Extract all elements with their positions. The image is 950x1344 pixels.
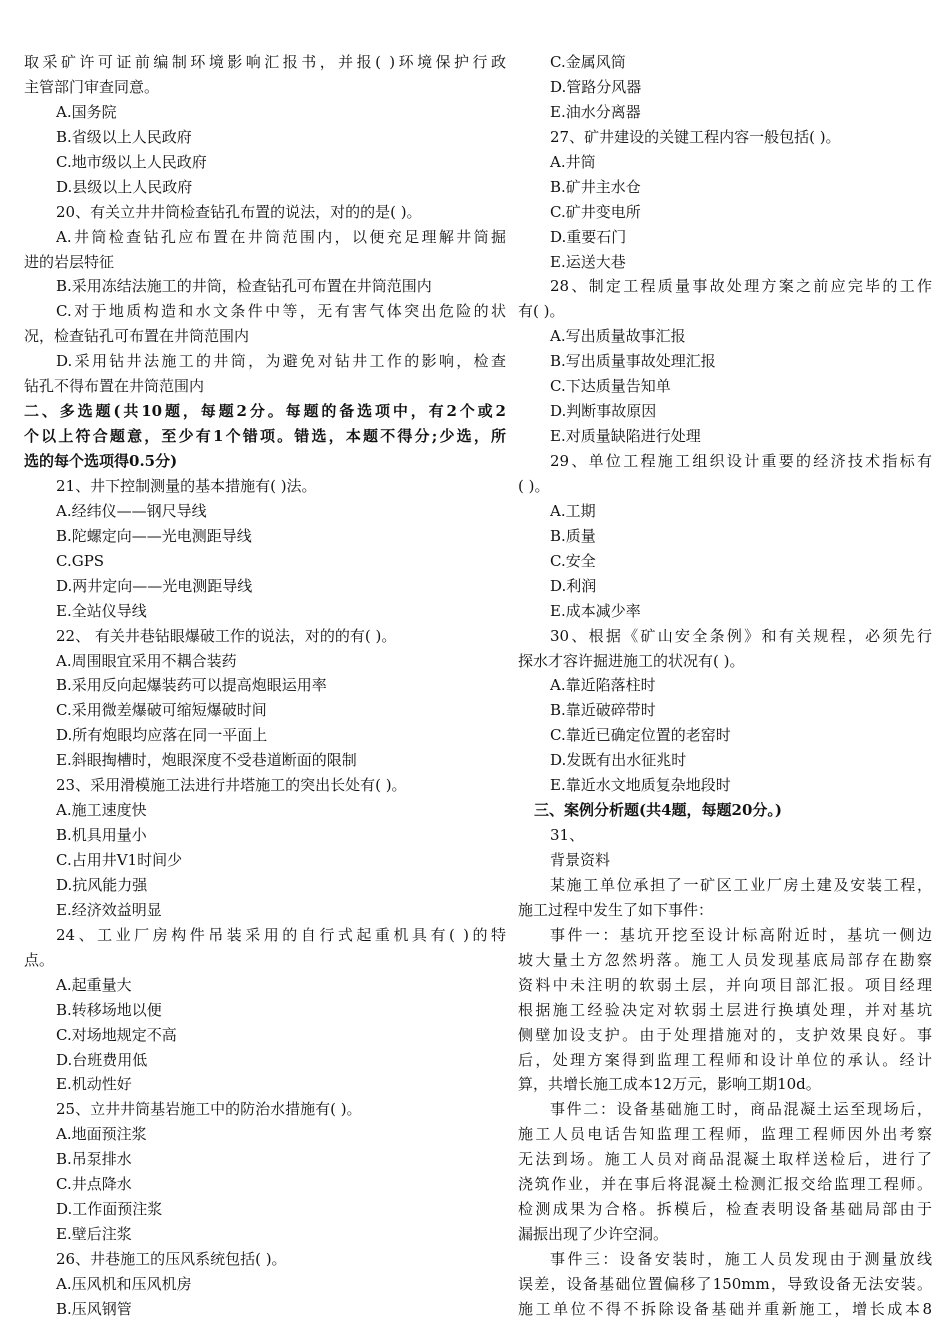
text-line: 23、采用滑模施工法进行井塔施工的突出长处有( )。 <box>56 776 407 795</box>
text-line: 资料中未注明的软弱土层，并向项目部汇报。项目经理 <box>518 975 932 994</box>
text-line: A.工期 <box>550 501 596 520</box>
text-line: 检测成果为合格。拆模后，检查表明设备基础局部由于 <box>518 1200 932 1219</box>
text-line: E.成本减少率 <box>550 601 641 620</box>
text-line: D.判断事故原因 <box>550 402 657 421</box>
text-line: D.重要石门 <box>550 227 627 246</box>
section-heading-line: 选的每个选项得0.5分) <box>24 452 178 470</box>
text-line: 背景资料 <box>550 851 611 869</box>
text-line: B.转移场地以便 <box>56 1000 162 1019</box>
text-line: C.靠近已确定位置的老窑时 <box>550 726 731 745</box>
text-line: B.陀螺定向——光电测距导线 <box>56 526 252 545</box>
text-line: B.压风钢管 <box>56 1299 132 1318</box>
text-line: 事件三：设备安装时，施工人员发现由于测量放线 <box>550 1250 932 1268</box>
text-line: B.吊泵排水 <box>56 1150 132 1169</box>
section-heading-line: 二、多选题(共10题，每题2分。每题的备选项中，有2个或2 <box>24 402 506 421</box>
text-line: D.所有炮眼均应落在同一平面上 <box>56 726 268 745</box>
text-line: E.运送大巷 <box>550 252 626 271</box>
text-line: B.矿井主水仓 <box>550 177 641 196</box>
text-line: 有( )。 <box>518 302 565 321</box>
text-line: D.两井定向——光电测距导线 <box>56 576 253 595</box>
text-line: D.管路分风器 <box>550 77 642 96</box>
text-line: C.占用井V1时间少 <box>56 851 183 869</box>
text-line: 算，共增长施工成本12万元，影响工期10d。 <box>518 1075 821 1094</box>
text-line: A.起重量大 <box>56 975 132 994</box>
text-line: 28、制定工程质量事故处理方案之前应完毕的工作 <box>550 277 932 296</box>
text-line: E.对质量缺陷进行处理 <box>550 427 701 446</box>
text-line: C.井点降水 <box>56 1175 132 1194</box>
text-line: A.压风机和压风机房 <box>56 1274 192 1293</box>
text-line: 主管部门审查同意。 <box>24 77 160 96</box>
text-line: 根据施工经验决定对软弱土层进行换填处理，并对基坑 <box>518 1000 932 1019</box>
text-line: B.质量 <box>550 526 596 545</box>
text-line: A.施工速度快 <box>56 801 147 820</box>
text-line: B.省级以上人民政府 <box>56 127 192 146</box>
text-line: A.井筒检查钻孔应布置在井筒范围内，以便充足理解井筒掘 <box>56 227 506 246</box>
text-line: A.写出质量故事汇报 <box>550 327 686 346</box>
text-line: C.安全 <box>550 551 596 570</box>
text-line: B.机具用量小 <box>56 826 147 845</box>
text-line: 21、井下控制测量的基本措施有( )法。 <box>56 476 317 495</box>
section-heading-line: 个以上符合题意，至少有1个错项。错选，本题不得分;少选，所 <box>24 427 506 446</box>
text-line: C.GPS <box>56 551 105 570</box>
text-line: D.县级以上人民政府 <box>56 177 193 196</box>
text-line: C.矿井变电所 <box>550 202 641 221</box>
text-line: 24、工业厂房构件吊装采用的自行式起重机具有( )的特 <box>56 925 506 944</box>
text-line: A.地面预注浆 <box>56 1125 147 1144</box>
text-line: 施工人员电话告知监理工程师，监理工程师因外出考察 <box>518 1125 932 1144</box>
text-line: C.下达质量告知单 <box>550 377 671 396</box>
text-line: D.工作面预注浆 <box>56 1200 163 1219</box>
text-line: 20、有关立井井筒检查钻孔布置的说法，对的的是( )。 <box>56 202 422 221</box>
section-heading-line: 三、案例分析题(共4题，每题20分。) <box>534 801 783 820</box>
text-line: C.对于地质构造和水文条件中等，无有害气体突出危险的状 <box>56 302 506 321</box>
text-line: E.全站仪导线 <box>56 601 147 620</box>
text-line: 侧壁加设支护。由于处理措施对的，支护效果良好。事 <box>518 1025 932 1044</box>
text-line: 无法到场。施工人员对商品混凝土取样送检后，进行了 <box>518 1150 932 1169</box>
text-line: C.金属风筒 <box>550 53 626 71</box>
text-line: A.靠近陷落柱时 <box>550 676 656 695</box>
text-line: 25、立井井筒基岩施工中的防治水措施有( )。 <box>56 1100 362 1119</box>
text-line: A.周围眼宜采用不耦合装药 <box>56 651 237 670</box>
text-line: 29、单位工程施工组织设计重要的经济技术指标有 <box>550 452 932 470</box>
text-line: C.对场地规定不高 <box>56 1025 177 1044</box>
text-line: E.斜眼掏槽时，炮眼深度不受巷道断面的限制 <box>56 751 357 770</box>
text-line: C.采用微差爆破可缩短爆破时间 <box>56 701 267 720</box>
text-line: A.经纬仪——钢尺导线 <box>56 501 207 520</box>
text-line: D.发既有出水征兆时 <box>550 751 687 770</box>
text-line: 进的岩层特征 <box>24 252 115 271</box>
text-line: 误差，设备基础位置偏移了150mm，导致设备无法安装。 <box>518 1274 932 1293</box>
text-line: B.靠近破碎带时 <box>550 701 656 720</box>
text-line: 施工单位不得不拆除设备基础并重新施工，增长成本8 <box>518 1299 932 1318</box>
text-line: 31、 <box>550 826 585 845</box>
text-line: C.地市级以上人民政府 <box>56 152 207 171</box>
text-line: 27、矿井建设的关键工程内容一般包括( )。 <box>550 127 841 146</box>
right-column <box>518 50 932 1322</box>
text-line: D.台班费用低 <box>56 1050 148 1069</box>
text-line: 钻孔不得布置在井筒范围内 <box>24 377 205 396</box>
text-line: E.靠近水文地质复杂地段时 <box>550 776 731 795</box>
text-line: 探水才容许掘进施工的状况有( )。 <box>518 651 745 670</box>
text-line: 点。 <box>24 950 55 969</box>
text-line: 事件一：基坑开挖至设计标高附近时，基坑一侧边 <box>550 925 932 944</box>
text-line: B.写出质量事故处理汇报 <box>550 352 716 371</box>
text-line: E.壁后注浆 <box>56 1225 132 1244</box>
text-line: 30、根据《矿山安全条例》和有关规程，必须先行 <box>550 626 932 645</box>
text-line: D.采用钻井法施工的井筒，为避免对钻井工作的影响，检查 <box>56 352 506 371</box>
text-line: D.抗风能力强 <box>56 875 148 894</box>
text-line: 况，检查钻孔可布置在井筒范围内 <box>24 327 250 346</box>
text-line: 施工过程中发生了如下事件： <box>518 900 714 919</box>
text-line: 后，处理方案得到监理工程师和设计单位的承认。经计 <box>518 1050 932 1069</box>
text-line: 事件二：设备基础施工时，商品混凝土运至现场后， <box>550 1100 932 1119</box>
text-line: B.采用反向起爆装药可以提高炮眼运用率 <box>56 676 327 695</box>
text-line: B.采用冻结法施工的井筒，检查钻孔可布置在井筒范围内 <box>56 277 432 296</box>
text-line: D.利润 <box>550 576 597 595</box>
text-line: 漏振出现了少许空洞。 <box>518 1225 669 1244</box>
text-line: 取采矿许可证前编制环境影响汇报书，并报( )环境保护行政 <box>24 53 506 71</box>
text-line: 26、井巷施工的压风系统包括( )。 <box>56 1250 287 1268</box>
text-line: A.井筒 <box>550 152 596 171</box>
text-line: 坡大量土方忽然坍落。施工人员发现基底局部存在勘察 <box>518 950 932 969</box>
text-line: 某施工单位承担了一矿区工业厂房土建及安装工程， <box>550 875 932 894</box>
text-line: ( )。 <box>518 476 550 495</box>
text-line: E.机动性好 <box>56 1075 132 1094</box>
text-line: E.经济效益明显 <box>56 900 162 919</box>
text-line: E.油水分离器 <box>550 102 641 121</box>
text-line: 浇筑作业，并在事后将混凝土检测汇报交给监理工程师。 <box>518 1175 932 1194</box>
text-line: 22、 有关井巷钻眼爆破工作的说法，对的的有( )。 <box>56 626 397 645</box>
text-line: A.国务院 <box>56 102 117 121</box>
left-column <box>24 50 506 1322</box>
